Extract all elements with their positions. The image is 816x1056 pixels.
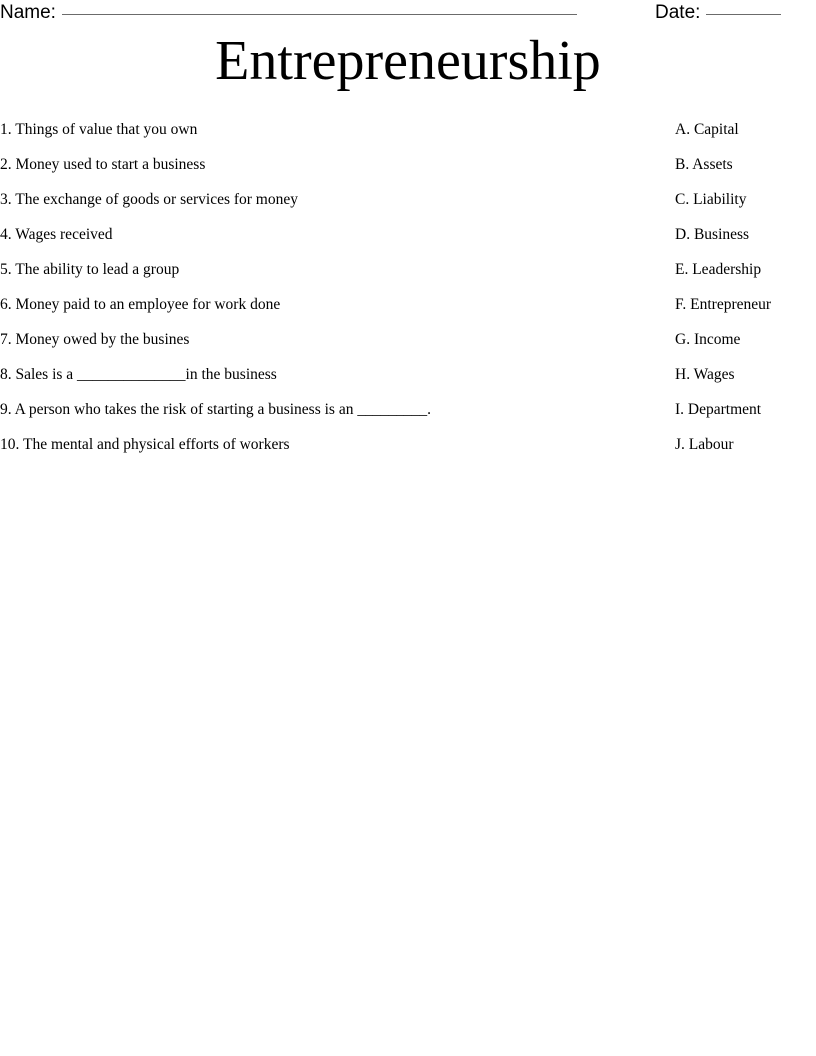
name-field-group (0, 3, 577, 22)
match-row (0, 182, 816, 217)
question-item[interactable]: 2. Money used to start a business (0, 156, 206, 173)
match-row (0, 392, 816, 427)
date-input-line[interactable] (706, 14, 781, 15)
date-field-group (655, 3, 781, 22)
name-label: Name: (0, 2, 56, 23)
answer-option[interactable]: I. Department (675, 401, 762, 418)
page-title: Entrepreneurship (215, 30, 601, 92)
answer-option[interactable]: F. Entrepreneur (675, 296, 772, 313)
match-row (0, 147, 816, 182)
match-row (0, 252, 816, 287)
answer-option[interactable]: J. Labour (675, 436, 734, 453)
answer-option[interactable]: B. Assets (675, 156, 733, 173)
matching-exercise (0, 112, 816, 462)
match-row (0, 427, 816, 462)
question-item[interactable]: 10. The mental and physical efforts of workers (0, 436, 290, 453)
answer-option[interactable]: E. Leadership (675, 261, 762, 278)
question-item[interactable]: 8. Sales is a ______________in the business (0, 366, 277, 383)
name-input-line[interactable] (62, 14, 577, 15)
header-row (0, 0, 816, 28)
match-row (0, 112, 816, 147)
question-item[interactable]: 1. Things of value that you own (0, 121, 198, 138)
answer-option[interactable]: G. Income (675, 331, 741, 348)
date-label: Date: (655, 2, 701, 23)
question-item[interactable]: 4. Wages received (0, 226, 113, 243)
question-item[interactable]: 5. The ability to lead a group (0, 261, 180, 278)
question-item[interactable]: 3. The exchange of goods or services for money (0, 191, 298, 208)
answer-option[interactable]: A. Capital (675, 121, 739, 138)
match-row (0, 357, 816, 392)
match-row (0, 322, 816, 357)
question-item[interactable]: 7. Money owed by the busines (0, 331, 190, 348)
answer-option[interactable]: H. Wages (675, 366, 735, 383)
match-row (0, 217, 816, 252)
question-item[interactable]: 6. Money paid to an employee for work done (0, 296, 281, 313)
question-item[interactable]: 9. A person who takes the risk of starting a business is an _________. (0, 401, 431, 418)
answer-option[interactable]: C. Liability (675, 191, 747, 208)
match-row (0, 287, 816, 322)
answer-option[interactable]: D. Business (675, 226, 750, 243)
